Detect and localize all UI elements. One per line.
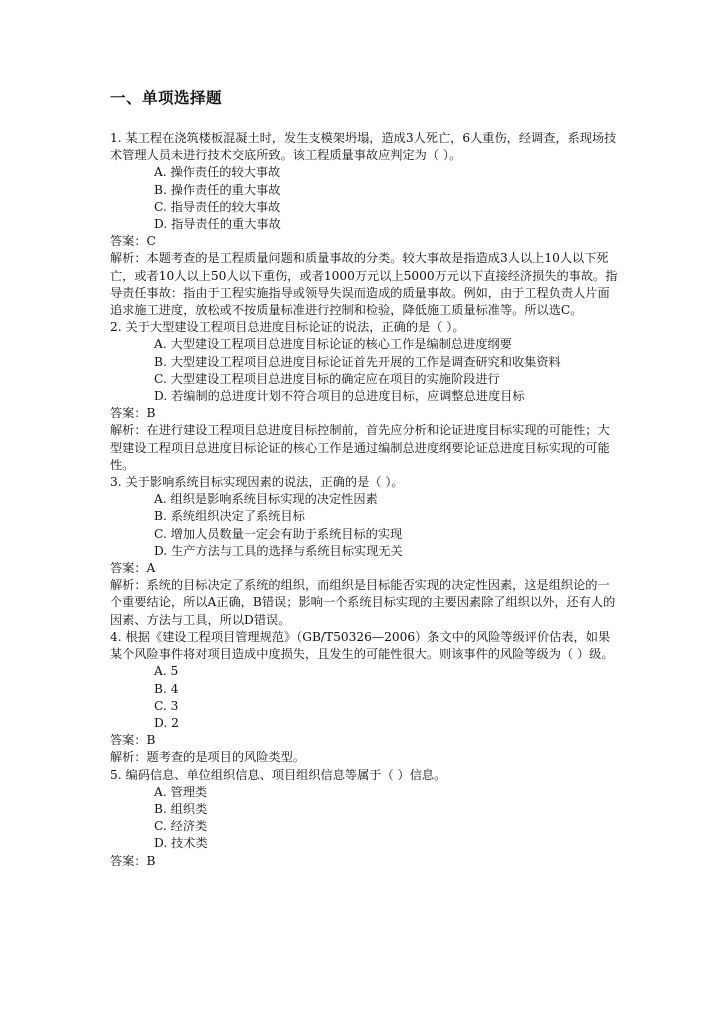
option-d: D. 2 [154,715,179,730]
option-a: A. 大型建设工程项目总进度目标论证的核心工作是编制总进度纲要 [154,337,512,352]
option-c: C. 增加人员数量一定会有助于系统目标的实现 [154,526,403,541]
question-list [110,130,620,870]
question-item [110,319,620,474]
option-a: A. 5 [154,664,179,679]
option-b: B. 操作责任的重大事故 [154,182,281,197]
question-item [110,474,620,629]
option-d: D. 若编制的总进度计划不符合项目的总进度目标，应调整总进度目标 [154,389,525,404]
option-d: D. 技术类 [154,836,208,851]
option-b: B. 组织类 [154,801,208,816]
answer: 答案：B [110,853,156,868]
question-stem: 4. 根据《建设工程项目管理规范》（GB/T50326—2006）条文中的风险等级评价估表，如果某个风险事件将对项目造成中度损失，且发生的可能性很大。则该事件的风险等级为（ ）级。 [110,629,614,662]
question-stem: 3. 关于影响系统目标实现因素的说法，正确的是（ ）。 [110,475,404,490]
analysis: 解析：题考查的是项目的风险类型。 [110,750,305,765]
option-c: C. 大型建设工程项目总进度目标的确定应在项目的实施阶段进行 [154,371,500,386]
option-c: C. 经济类 [154,819,208,834]
analysis: 解析：系统的目标决定了系统的组织，而组织是目标能否实现的决定性因素，这是组织论的一个重要结论，所以A正确，B错误；影响一个系统目标实现的主要因素除了组织以外，还有人的因素、方法与工具，所以D错误。 [110,578,616,627]
analysis: 解析：本题考查的是工程质量问题和质量事故的分类。较大事故是指造成3人以上10人以下死亡，或者10人以上50人以下重伤，或者1000万元以上5000万元以下直接经济损失的事故。指导责任事故：指由于工程实施指导或领导失误而造成的质量事故。例如，由于工程负责人片面追求施工进度，放松或不按质量标准进行控制和检验，降低施工质量标准等。所以选C。 [110,251,618,318]
option-d: D. 生产方法与工具的选择与系统目标实现无关 [154,543,403,558]
option-d: D. 指导责任的重大事故 [154,217,281,232]
answer: 答案：B [110,406,156,421]
question-stem: 5. 编码信息、单位组织信息、项目组织信息等属于（ ）信息。 [110,767,447,782]
option-c: C. 指导责任的较大事故 [154,199,281,214]
option-b: B. 系统组织决定了系统目标 [154,509,305,524]
option-a: A. 组织是影响系统目标实现的决定性因素 [154,492,378,507]
option-a: A. 管理类 [154,784,208,799]
option-b: B. 大型建设工程项目总进度目标论证首先开展的工作是调查研究和收集资料 [154,354,561,369]
analysis: 解析：在进行建设工程项目总进度目标控制前，首先应分析和论证进度目标实现的可能性；大型建设工程项目总进度目标论证的核心工作是通过编制总进度纲要论证总进度目标实现的可能性。 [110,423,610,472]
question-item [110,767,620,870]
answer: 答案：A [110,561,156,576]
section-title: 一、单项选择题 [110,89,223,107]
option-c: C. 3 [154,698,179,713]
option-b: B. 4 [154,681,179,696]
question-item [110,629,620,767]
option-a: A. 操作责任的较大事故 [154,165,281,180]
question-stem: 2. 关于大型建设工程项目总进度目标论证的说法，正确的是（ ）。 [110,320,465,335]
answer: 答案：C [110,234,156,249]
question-stem: 1. 某工程在浇筑楼板混凝土时，发生支模架坍塌，造成3人死亡，6人重伤，经调查，系现场技术管理人员未进行技术交底所致。该工程质量事故应判定为（ ）。 [110,131,617,163]
question-item [110,130,620,319]
answer: 答案：B [110,733,156,748]
